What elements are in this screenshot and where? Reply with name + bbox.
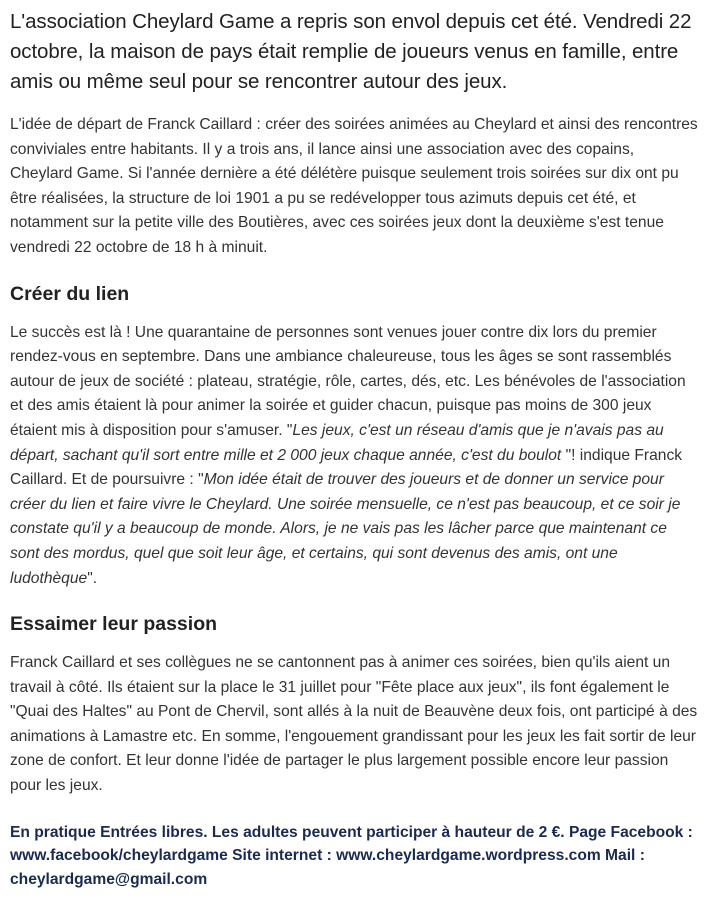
paragraph-text: Le succès est là ! Une quarantaine de personnes sont venues jouer contre dix lors du premier rendez-vous en septembre. Dans une ambiance chaleureuse, tous les âges se sont rassemblés autour de jeux de société : plateau, stratégie, rôle, cartes, dés, etc. Les bénévoles de l'association et des amis étaient là pour animer la soirée et guider chacun, puisque pas moins de 300 jeux étaient mis à disposition pour s'amuser. " <box>10 323 686 439</box>
article-lead: L'association Cheylard Game a repris son envol depuis cet été. Vendredi 22 octobre, la maison de pays était remplie de joueurs venus en famille, entre amis ou même seul pour se rencontrer autour des jeux. <box>10 10 692 93</box>
article-paragraph-lien <box>10 321 700 592</box>
article <box>10 0 700 907</box>
quote-text: Mon idée était de trouver des joueurs et de donner un service pour créer du lien et faire vivre le Cheylard. Une soirée mensuelle, ce n'est pas beaucoup, et ce soir je constate qu'il y a beaucoup de monde. Alors, je ne vais pas les lâcher parce que maintenant ce sont des mordus, quel que soit leur âge, et certains, qui sont devenus des amis, ont une ludothèque <box>10 471 681 587</box>
section-heading-essaimer: Essaimer leur passion <box>10 613 218 636</box>
section-heading-creer-du-lien: Créer du lien <box>10 282 130 305</box>
practical-info: En pratique Entrées libres. Les adultes peuvent participer à hauteur de 2 €. Page Facebook : www.facebook/cheylardgame Site internet : www.cheylardgame.wordpress.com Mail : cheylardgame@gmail.com <box>10 823 693 888</box>
quote-text: Les jeux, c'est un réseau d'amis que je n'avais pas au départ, sachant qu'il sort entre mille et 2 000 jeux chaque année, c'est du boulot <box>10 421 664 464</box>
paragraph-text: "! indique Franck Caillard. Et de poursuivre : " <box>10 446 683 489</box>
article-paragraph: L'idée de départ de Franck Caillard : créer des soirées animées au Cheylard et ainsi des rencontres conviviales entre habitants. Il y a trois ans, il lance ainsi une association avec des copains, Cheylard Game. Si l'année dernière a été délétère puisque seulement trois soirées sur dix ont pu être réalisées, la structure de loi 1901 a pu se redévelopper tous azimuts depuis cet été, et notamment sur la petite ville des Boutières, avec ces soirées jeux dont la deuxième s'est tenue vendredi 22 octobre de 18 h à minuit. <box>10 116 698 256</box>
paragraph-text: ". <box>87 569 98 587</box>
article-paragraph-passion: Franck Caillard et ses collègues ne se cantonnent pas à animer ces soirées, bien qu'ils aient un travail à côté. Ils étaient sur la place le 31 juillet pour "Fête place aux jeux", ils font également le "Quai des Haltes" au Pont de Chervil, sont allés à la nuit de Beauvène deux fois, ont participé à des animations à Lamastre etc. En somme, l'engouement grandissant pour les jeux les fait sortir de leur zone de confort. Et leur donne l'idée de partager le plus largement possible encore leur passion pour les jeux. <box>10 654 698 795</box>
